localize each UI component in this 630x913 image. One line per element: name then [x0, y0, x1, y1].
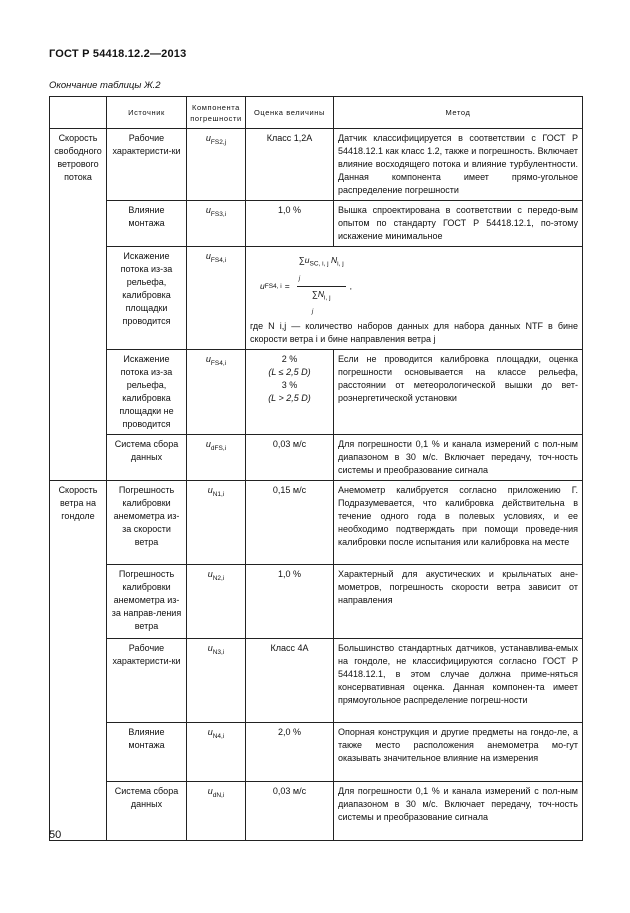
component-cell: $u_{N3,i}$ [187, 639, 246, 723]
table-row [50, 350, 583, 435]
column-header-component: Компонента погрешности [187, 97, 246, 129]
group-label: Скорость ветра на гондоле [50, 481, 107, 841]
group-label: Скорость свободного ветрового потока [50, 129, 107, 481]
column-header-method: Метод [334, 97, 583, 129]
method-cell: Анемометр калибруется согласно приложению Г. Подразумевается, что калибровка действительна в течение одного года в полевых условиях, и ее необходимо подтверждать при помощи проведе-ния калибровки после испытания или калибровка на месте [334, 481, 583, 565]
estimate-cell: Класс 4А [246, 639, 334, 723]
component-cell: $u_{dN,i}$ [187, 782, 246, 841]
source-cell: Искажение потока из-за рельефа, калибровка площадки проводится [107, 247, 187, 350]
source-cell: Влияние монтажа [107, 201, 187, 247]
method-cell: Большинство стандартных датчиков, устанавлива-емых на гондоле, не классифицируются согласно ГОСТ Р 54418.12.1, в этом случае должна приме-няться консервативная оценка. Данная компонен-та имеет прямоугольное распределение погреш-ности [334, 639, 583, 723]
method-cell: Для погрешности 0,1 % и канала измерений с пол-ным диапазоном в 30 м/с. Включает передачу, точ-ность системы и преобразование сигнала [334, 782, 583, 841]
component-cell: $u_{FS4,i}$ [187, 247, 246, 350]
estimate-cell: 1,0 % [246, 565, 334, 639]
table-row [50, 639, 583, 723]
method-cell: Если не проводится калибровка площадки, оценка погрешности основывается на классе рельефа, расстоянии от метеорологической вышки до вет-роэнергетической установки [334, 350, 583, 435]
table-row [50, 129, 583, 201]
method-cell: Характерный для акустических и крыльчатых ане-мометров, погрешность скорости ветра зависит от направления [334, 565, 583, 639]
formula: u FS4, i = $\sum u_{SC, i, j}$ $N_{i, j}$ j $\sum N_{i, j}$ j , [260, 255, 353, 316]
component-cell: $u_{N1,i}$ [187, 481, 246, 565]
table-row [50, 481, 583, 565]
source-cell: Искажение потока из-за рельефа, калибровка площадки не проводится [107, 350, 187, 435]
estimate-cell: 0,15 м/с [246, 481, 334, 565]
table-row [50, 247, 583, 350]
component-cell: $u_{N4,i}$ [187, 723, 246, 782]
component-cell: $u_{dFS,i}$ [187, 435, 246, 481]
table-row [50, 435, 583, 481]
estimate-cell: 2 % (L ≤ 2,5 D) 3 % (L > 2,5 D) [246, 350, 334, 435]
table-header-row [50, 97, 583, 129]
page-number: 50 [49, 829, 62, 841]
component-cell: $u_{FS3,i}$ [187, 201, 246, 247]
table-row [50, 565, 583, 639]
component-cell: $u_{FS4,i}$ [187, 350, 246, 435]
method-cell: Для погрешности 0,1 % и канала измерений с пол-ным диапазоном в 30 м/с. Включает передачу, точ-ность системы и преобразование сигнала [334, 435, 583, 481]
source-cell: Погрешность калибровки анемометра из-за направ-ления ветра [107, 565, 187, 639]
column-header [50, 97, 107, 129]
component-cell: $u_{FS2,j}$ [187, 129, 246, 201]
column-header-estimate: Оценка величины [246, 97, 334, 129]
document-header: ГОСТ Р 54418.12.2—2013 [49, 48, 187, 60]
method-cell: Опорная конструкция и другие предметы на гондо-ле, а также место расположения анемометра мо-гут оказывать значительное влияние на измерения [334, 723, 583, 782]
source-cell: Рабочие характеристи-ки [107, 129, 187, 201]
uncertainty-table [49, 96, 583, 841]
estimate-cell: 2,0 % [246, 723, 334, 782]
table-row [50, 201, 583, 247]
source-cell: Влияние монтажа [107, 723, 187, 782]
method-cell: Датчик классифицируется в соответствии с ГОСТ Р 54418.12.1 как класс 1.2, также и погрешность. Включает влияние восходящего потока и влияние турбулентности. Данная компонента имеет прямо-угольное распределение погрешности [334, 129, 583, 201]
formula-explanation: где N i,j — количество наборов данных для набора данных NTF в бине скорости ветра i и бине направления ветра j [250, 321, 578, 345]
source-cell: Рабочие характеристи-ки [107, 639, 187, 723]
component-cell: $u_{N2,i}$ [187, 565, 246, 639]
column-header-source: Источник [107, 97, 187, 129]
formula-cell [246, 247, 583, 350]
table-caption: Окончание таблицы Ж.2 [49, 80, 161, 91]
source-cell: Погрешность калибровки анемометра из-за скорости ветра [107, 481, 187, 565]
source-cell: Система сбора данных [107, 435, 187, 481]
table-row [50, 782, 583, 841]
source-cell: Система сбора данных [107, 782, 187, 841]
estimate-cell: Класс 1,2А [246, 129, 334, 201]
estimate-cell: 1,0 % [246, 201, 334, 247]
estimate-cell: 0,03 м/с [246, 435, 334, 481]
estimate-cell: 0,03 м/с [246, 782, 334, 841]
method-cell: Вышка спроектирована в соответствии с передо-вым опытом по стандарту ГОСТ Р 54418.12.1, по-этому искажение минимальное [334, 201, 583, 247]
table-row [50, 723, 583, 782]
